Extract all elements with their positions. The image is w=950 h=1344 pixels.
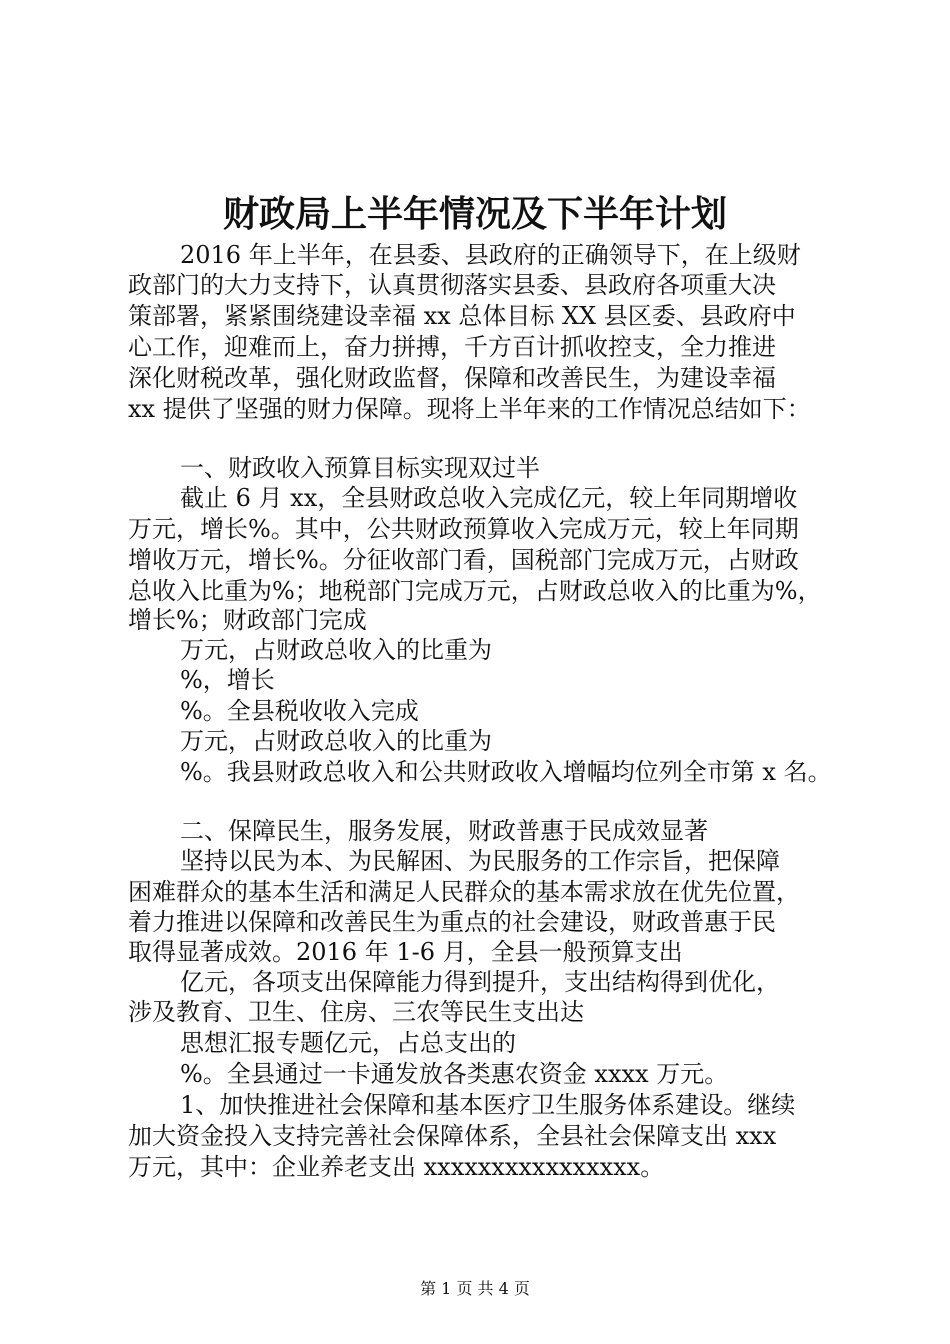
document-title: 财政局上半年情况及下半年计划 (222, 193, 727, 235)
section-heading: 一、财政收入预算目标实现双过半 (180, 454, 540, 482)
paragraph-line: 坚持以民为本、为民解困、为民服务的工作宗旨，把保障 (180, 847, 780, 875)
paragraph-line: 2016 年上半年，在县委、县政府的正确领导下，在上级财 (180, 241, 801, 269)
paragraph-line: 万元，其中：企业养老支出 xxxxxxxxxxxxxxxx。 (128, 1153, 665, 1181)
paragraph-line: 思想汇报专题亿元，占总支出的 (180, 1029, 516, 1057)
paragraph-line: 亿元，各项支出保障能力得到提升，支出结构得到优化， (180, 968, 780, 996)
paragraph-line: 万元，占财政总收入的比重为 (180, 636, 492, 664)
paragraph-line: %。全县通过一卡通发放各类惠农资金 xxxx 万元。 (180, 1060, 729, 1088)
paragraph-line: %。我县财政总收入和公共财政收入增幅均位列全市第 x 名。 (180, 758, 832, 786)
paragraph-line: 着力推进以保障和改善民生为重点的社会建设，财政普惠于民 (128, 908, 776, 936)
paragraph-line: 涉及教育、卫生、住房、三农等民生支出达 (128, 998, 584, 1026)
paragraph-line: 总收入比重为%；地税部门完成万元，占财政总收入的比重为%， (128, 577, 822, 605)
paragraph-line: 深化财税改革，强化财政监督，保障和改善民生，为建设幸福 (128, 364, 776, 392)
paragraph-line: 政部门的大力支持下，认真贯彻落实县委、县政府各项重大决 (128, 271, 776, 299)
paragraph-line: 万元，增长%。其中，公共财政预算收入完成万元，较上年同期 (128, 515, 799, 543)
paragraph-line: 加大资金投入支持完善社会保障体系，全县社会保障支出 xxx (128, 1122, 777, 1150)
paragraph-line: 策部署，紧紧围绕建设幸福 xx 总体目标 XX 县区委、县政府中 (128, 302, 796, 330)
paragraph-line: 万元，占财政总收入的比重为 (180, 727, 492, 755)
paragraph-line: %。全县税收收入完成 (180, 697, 419, 725)
paragraph-line: %，增长 (180, 666, 275, 694)
paragraph-line: 增长%；财政部门完成 (128, 606, 367, 634)
paragraph-line: xx 提供了坚强的财力保障。现将上半年来的工作情况总结如下： (128, 395, 811, 423)
paragraph-line: 困难群众的基本生活和满足人民群众的基本需求放在优先位置， (128, 878, 800, 906)
paragraph-line: 取得显著成效。2016 年 1-6 月，全县一般预算支出 (128, 938, 683, 966)
section-heading: 二、保障民生，服务发展，财政普惠于民成效显著 (180, 817, 708, 845)
paragraph-line: 心工作，迎难而上，奋力拼搏，千方百计抓收控支，全力推进 (128, 333, 776, 361)
paragraph-line: 1、加快推进社会保障和基本医疗卫生服务体系建设。继续 (180, 1091, 796, 1119)
page-number-footer: 第 1 页 共 4 页 (420, 1279, 530, 1298)
paragraph-line: 增收万元，增长%。分征收部门看，国税部门完成万元，占财政 (128, 546, 799, 574)
paragraph-line: 截止 6 月 xx，全县财政总收入完成亿元，较上年同期增收 (180, 484, 798, 512)
